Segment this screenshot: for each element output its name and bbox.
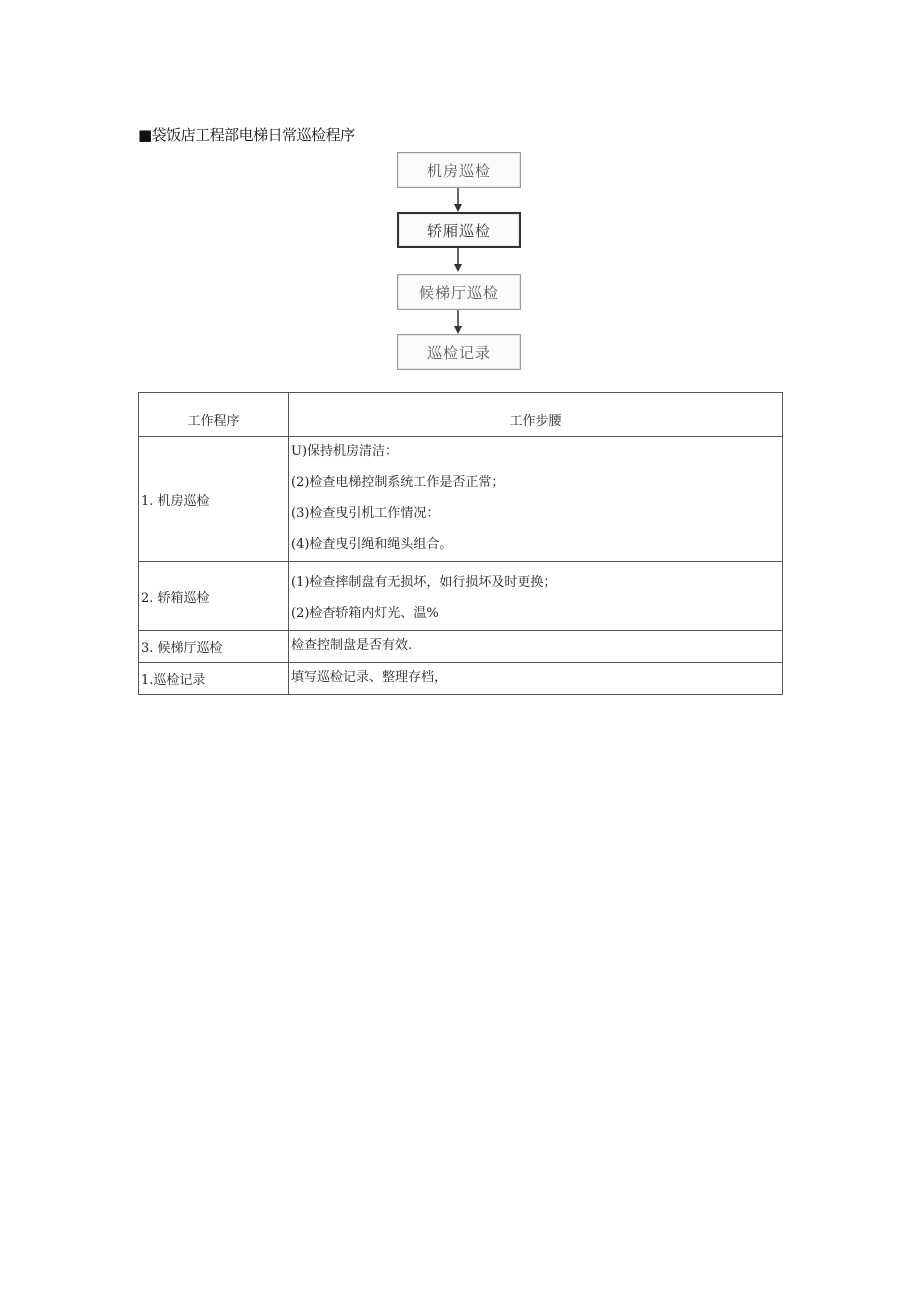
steps-cell <box>289 663 783 695</box>
procedure-cell: 1.巡检记录 <box>139 663 289 695</box>
table-row <box>139 631 783 663</box>
procedure-cell: 3. 候梯厅巡检 <box>139 631 289 663</box>
procedure-cell: 1. 机房巡检 <box>139 437 289 562</box>
procedure-cell: 2. 轿箱巡检 <box>139 562 289 631</box>
table-row <box>139 663 783 695</box>
procedure-table <box>138 392 783 695</box>
table-header-row <box>139 393 783 437</box>
flow-arrow-down-icon <box>453 310 463 334</box>
flow-step-car: 轿厢巡检 <box>397 212 521 248</box>
steps-cell <box>289 562 783 631</box>
step-line: (2)检查电梯控制系统工作是否正常； <box>291 475 505 490</box>
flow-step-record: 巡检记录 <box>397 334 521 370</box>
flow-step-machine-room: 机房巡检 <box>397 152 521 188</box>
steps-cell <box>289 437 783 562</box>
flow-step-lobby: 候梯厅巡检 <box>397 274 521 310</box>
step-line: (4)检査曳引绳和绳头组合。 <box>291 537 453 552</box>
flow-arrow-down-icon <box>453 248 463 272</box>
step-line: U)保持机房清洁： <box>291 444 399 459</box>
document-title: ■袋饭店工程部电梯日常巡检程序 <box>138 126 355 144</box>
table-row <box>139 562 783 631</box>
header-procedure: 工作程序 <box>139 393 289 437</box>
table-row <box>139 437 783 562</box>
step-line: (2)检杳轿箱内灯光、温% <box>291 606 439 621</box>
steps-cell <box>289 631 783 663</box>
step-line: (3)检查曳引机工作情况： <box>291 506 440 521</box>
step-line: 检查控制盘是否有效. <box>291 638 413 653</box>
flow-arrow-down-icon <box>453 188 463 212</box>
step-line: 填写巡检记录、整理存档， <box>291 670 448 685</box>
header-steps: 工作步腰 <box>289 393 783 437</box>
step-line: (1)检查摔制盘有无损坏，如行损坏及时更换； <box>291 575 557 590</box>
